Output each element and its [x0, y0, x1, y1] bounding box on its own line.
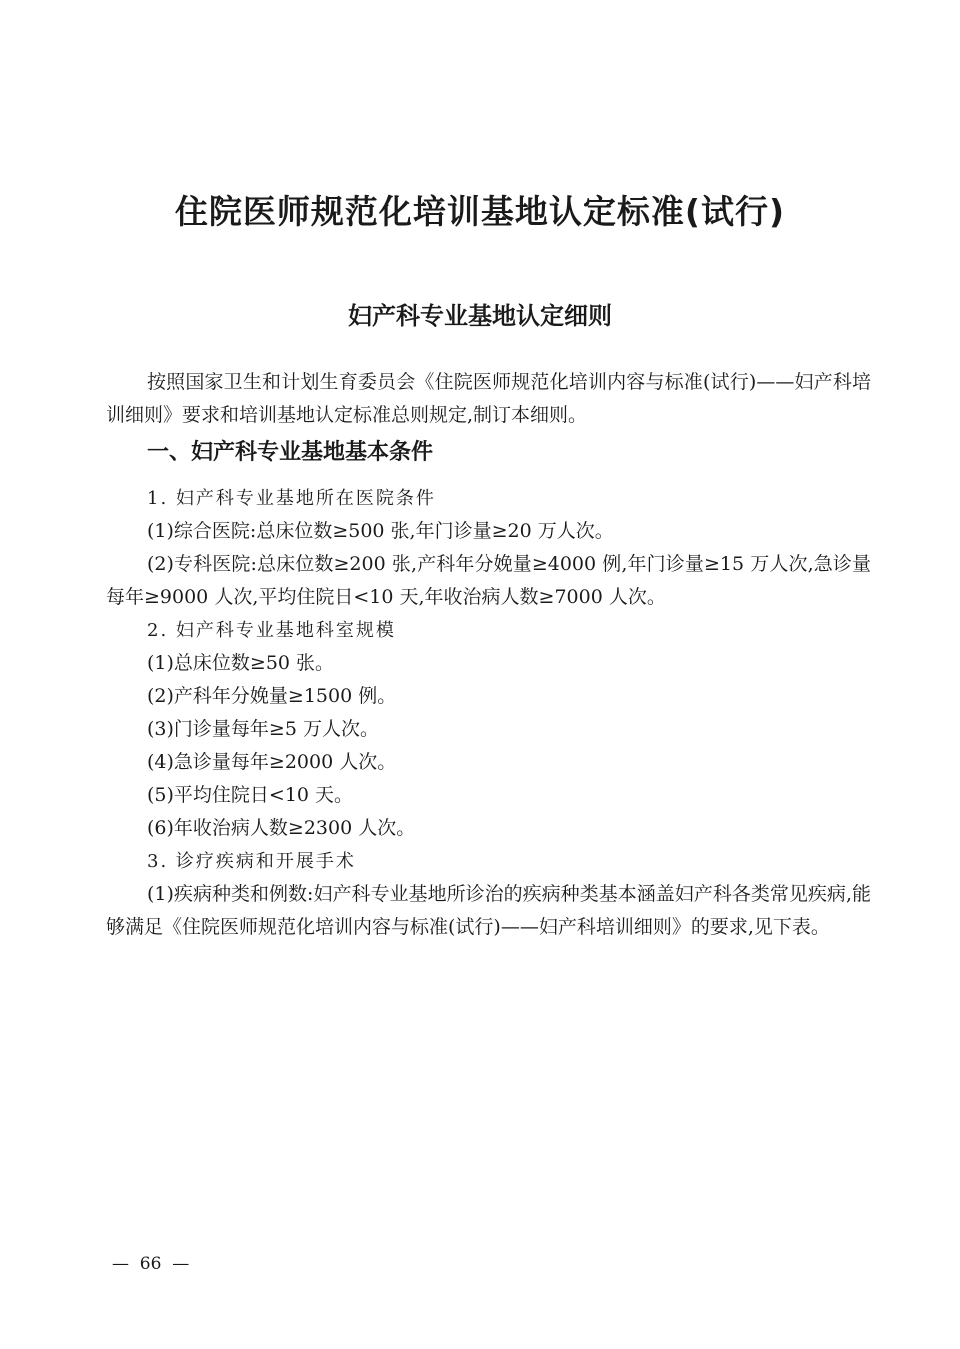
section-heading: 一、妇产科专业基地基本条件	[147, 439, 434, 465]
list-item: (3)门诊量每年≥5 万人次。	[147, 718, 379, 740]
list-item: (2)专科医院:总床位数≥200 张,产科年分娩量≥4000 例,年门诊量≥15 万人次,急诊量每年≥9000 人次,平均住院日<10 天,年收治病人数≥7000 人次。	[106, 553, 871, 608]
list-item: (5)平均住院日<10 天。	[147, 784, 354, 806]
intro-paragraph: 按照国家卫生和计划生育委员会《住院医师规范化培训内容与标准(试行)——妇产科培训细则》要求和培训基地认定标准总则规定,制订本细则。	[106, 371, 871, 426]
list-item: (4)急诊量每年≥2000 人次。	[147, 751, 397, 773]
item-heading: 3. 诊疗疾病和开展手术	[147, 851, 356, 872]
item-heading: 1. 妇产科专业基地所在医院条件	[147, 488, 436, 509]
item-heading: 2. 妇产科专业基地科室规模	[147, 620, 396, 641]
list-item: (1)疾病种类和例数:妇产科专业基地所诊治的疾病种类基本涵盖妇产科各类常见疾病,能够满足《住院医师规范化培训内容与标准(试行)——妇产科培训细则》的要求,见下表。	[106, 883, 871, 938]
list-item: (1)总床位数≥50 张。	[147, 652, 335, 674]
page-number: — 66 —	[112, 1254, 190, 1274]
list-item: (6)年收治病人数≥2300 人次。	[147, 817, 416, 839]
main-title: 住院医师规范化培训基地认定标准(试行)	[174, 192, 786, 231]
list-item: (1)综合医院:总床位数≥500 张,年门诊量≥20 万人次。	[147, 520, 614, 542]
document-body	[106, 366, 871, 944]
sub-title: 妇产科专业基地认定细则	[348, 301, 612, 330]
list-item: (2)产科年分娩量≥1500 例。	[147, 685, 397, 707]
